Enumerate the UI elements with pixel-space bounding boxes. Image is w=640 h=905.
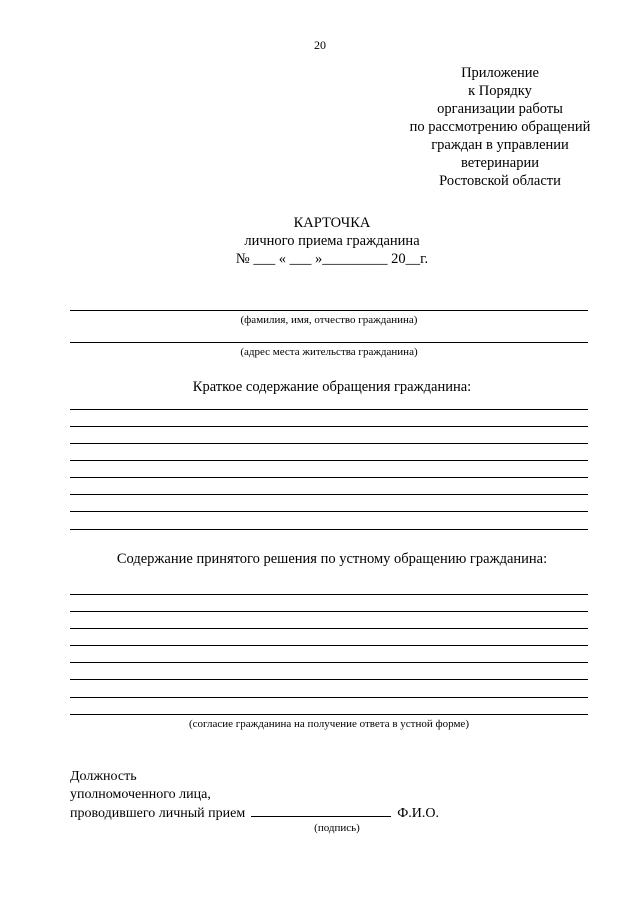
signature-blank	[251, 804, 391, 817]
appendix-line: организации работы	[437, 101, 563, 117]
address-caption: (адрес места жительства гражданина)	[240, 346, 418, 358]
decision-line	[70, 697, 588, 698]
decision-line	[70, 679, 588, 680]
appendix-line: ветеринарии	[461, 155, 539, 171]
page-number: 20	[314, 38, 326, 52]
signature-position-label: Должность	[70, 769, 137, 784]
name-line	[70, 310, 588, 311]
summary-line	[70, 494, 588, 495]
summary-line	[70, 511, 588, 512]
signature-position-label: проводившего личный прием	[70, 806, 246, 821]
address-line	[70, 342, 588, 343]
decision-line	[70, 628, 588, 629]
appendix-line: по рассмотрению обращений	[409, 119, 591, 135]
card-number-line: № ___ « ___ »_________ 20__г.	[235, 251, 429, 267]
summary-heading: Краткое содержание обращения гражданина:	[192, 379, 472, 395]
signature-row	[70, 804, 630, 823]
appendix-block	[380, 64, 620, 190]
appendix-line: граждан в управлении	[431, 137, 569, 153]
card-title: КАРТОЧКА	[293, 215, 371, 231]
card-subtitle: личного приема гражданина	[244, 233, 420, 249]
decision-line	[70, 594, 588, 595]
summary-line	[70, 443, 588, 444]
name-caption: (фамилия, имя, отчество гражданина)	[240, 314, 418, 326]
summary-line	[70, 460, 588, 461]
signature-position-label: уполномоченного лица,	[70, 787, 211, 802]
decision-line	[70, 714, 588, 715]
decision-line	[70, 611, 588, 612]
fio-label: Ф.И.О.	[397, 806, 439, 821]
appendix-line: к Порядку	[468, 83, 532, 99]
card-title-block	[0, 214, 640, 268]
appendix-line: Приложение	[461, 65, 539, 81]
signature-block	[70, 768, 630, 823]
summary-line	[70, 409, 588, 410]
decision-line	[70, 645, 588, 646]
summary-line	[70, 529, 588, 530]
signature-caption: (подпись)	[314, 822, 360, 834]
consent-caption: (согласие гражданина на получение ответа в устной форме)	[189, 718, 469, 730]
decision-heading: Содержание принятого решения по устному обращению гражданина:	[116, 551, 548, 567]
summary-line	[70, 477, 588, 478]
appendix-line: Ростовской области	[439, 173, 561, 189]
decision-line	[70, 662, 588, 663]
summary-line	[70, 426, 588, 427]
